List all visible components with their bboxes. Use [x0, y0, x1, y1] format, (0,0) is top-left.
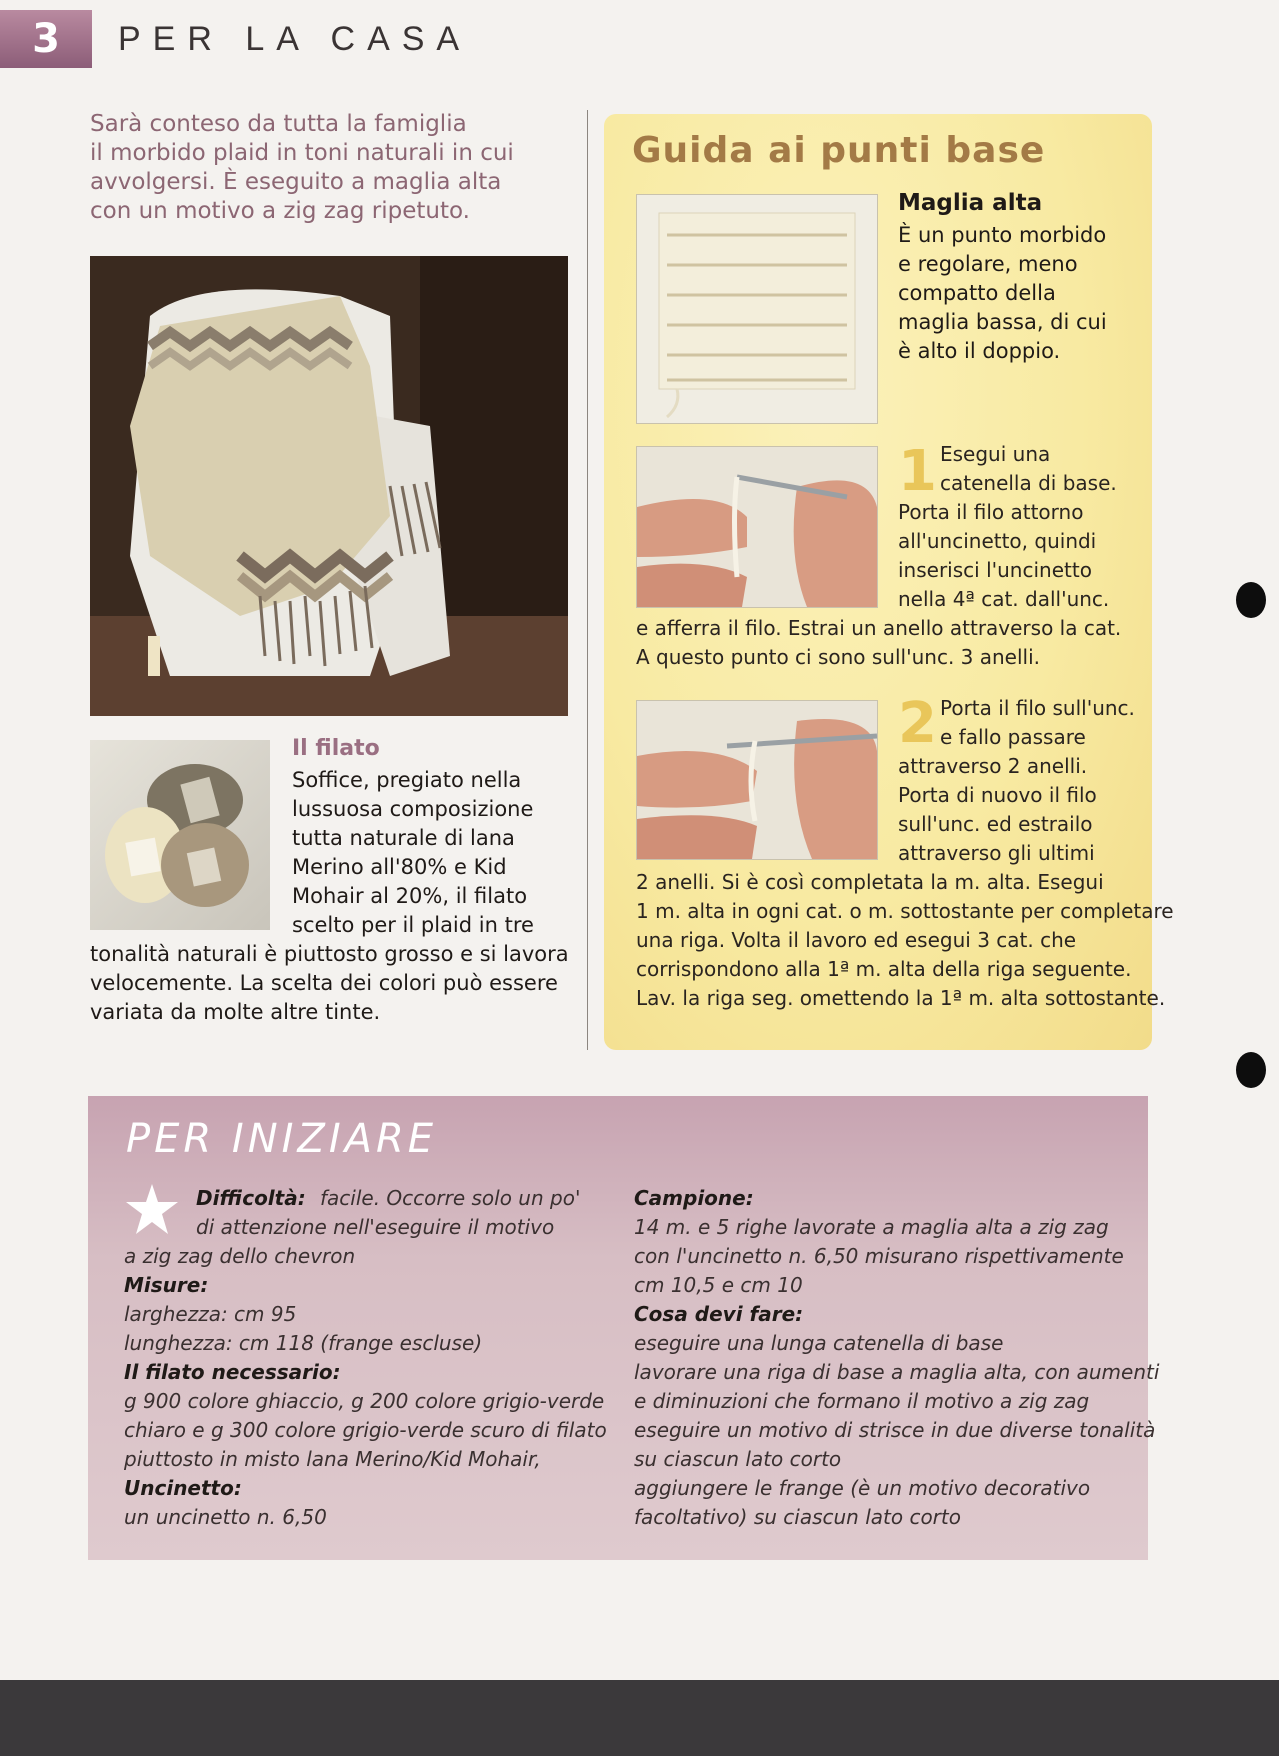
- swatch-illustration: [637, 195, 877, 423]
- todo-line: eseguire una lunga catenella di base: [634, 1331, 1004, 1355]
- step2-line: sull'unc. ed estrailo: [898, 812, 1093, 836]
- sizes-line: lunghezza: cm 118 (frange escluse): [124, 1331, 483, 1355]
- step2-line: Porta il filo sull'unc.: [940, 696, 1135, 720]
- step2-line: attraverso gli ultimi: [898, 841, 1095, 865]
- yarn-needed-line: chiaro e g 300 colore grigio-verde scuro di filato: [124, 1418, 607, 1442]
- maglia-line: compatto della: [898, 281, 1056, 305]
- star-icon: [124, 1182, 180, 1240]
- intro-line: il morbido plaid in toni naturali in cui: [90, 140, 514, 166]
- step1-line: catenella di base.: [940, 471, 1117, 495]
- getting-started-title: PER INIZIARE: [126, 1116, 438, 1162]
- page-number: 3: [0, 10, 92, 68]
- step2-line: una riga. Volta il lavoro ed esegui 3 cat. che: [636, 928, 1077, 952]
- sample-label: Campione:: [634, 1186, 754, 1210]
- guide-title: Guida ai punti base: [632, 130, 1046, 171]
- yarn-line: velocemente. La scelta dei colori può essere: [90, 971, 558, 995]
- todo-label: Cosa devi fare:: [634, 1302, 804, 1326]
- step2-line: corrispondono alla 1ª m. alta della riga seguente.: [636, 957, 1132, 981]
- intro-line: avvolgersi. È eseguito a maglia alta: [90, 169, 502, 195]
- step2-line: Lav. la riga seg. omettendo la 1ª m. alta sottostante.: [636, 986, 1166, 1010]
- step1-line: inserisci l'uncinetto: [898, 558, 1092, 582]
- sample-line: 14 m. e 5 righe lavorate a maglia alta a zig zag: [634, 1215, 1109, 1239]
- yarn-line: tutta naturale di lana: [292, 826, 515, 850]
- intro-line: con un motivo a zig zag ripetuto.: [90, 198, 470, 224]
- sizes-label: Misure:: [124, 1273, 209, 1297]
- yarn-needed-line: g 900 colore ghiaccio, g 200 colore grigio-verde: [124, 1389, 605, 1413]
- step2-line: Porta di nuovo il filo: [898, 783, 1097, 807]
- difficulty-line: facile. Occorre solo un po': [320, 1186, 581, 1210]
- step2-line: 2 anelli. Si è così completata la m. alta. Esegui: [636, 870, 1104, 894]
- maglia-line: è alto il doppio.: [898, 339, 1061, 363]
- step1-line: nella 4ª cat. dall'unc.: [898, 587, 1110, 611]
- todo-line: e diminuzioni che formano il motivo a zig zag: [634, 1389, 1090, 1413]
- yarn-needed-line: piuttosto in misto lana Merino/Kid Mohair,: [124, 1447, 541, 1471]
- maglia-alta-title: Maglia alta: [898, 190, 1043, 216]
- armchair-plaid-photo: [90, 256, 568, 716]
- yarn-line: tonalità naturali è piuttosto grosso e si lavora: [90, 942, 569, 966]
- sample-line: cm 10,5 e cm 10: [634, 1273, 803, 1297]
- maglia-line: maglia bassa, di cui: [898, 310, 1107, 334]
- difficulty-line: di attenzione nell'eseguire il motivo: [196, 1215, 555, 1239]
- step1-line: e afferra il filo. Estrai un anello attraverso la cat.: [636, 616, 1122, 640]
- step1-line: all'uncinetto, quindi: [898, 529, 1097, 553]
- step2-number: 2: [898, 691, 937, 756]
- yarn-illustration: [90, 740, 270, 930]
- column-divider: [587, 110, 588, 1050]
- difficulty-label: Difficoltà:: [196, 1186, 306, 1210]
- intro-line: Sarà conteso da tutta la famiglia: [90, 111, 467, 137]
- step2-photo: [636, 700, 878, 860]
- double-crochet-swatch-photo: [636, 194, 878, 424]
- yarn-balls-photo: [90, 740, 270, 930]
- todo-line: su ciascun lato corto: [634, 1447, 842, 1471]
- todo-line: aggiungere le frange (è un motivo decorativo: [634, 1476, 1091, 1500]
- yarn-line: variata da molte altre tinte.: [90, 1000, 381, 1024]
- maglia-alta-description: [898, 221, 1138, 366]
- todo-line: eseguire un motivo di strisce in due diverse tonalità: [634, 1418, 1156, 1442]
- bottom-bar: [0, 1680, 1279, 1756]
- step2-line: 1 m. alta in ogni cat. o m. sottostante per completare: [636, 899, 1174, 923]
- step1-number: 1: [898, 439, 937, 504]
- step1-line: Esegui una: [940, 442, 1051, 466]
- maglia-line: e regolare, meno: [898, 252, 1078, 276]
- step1-photo: [636, 446, 878, 608]
- hands-crochet-illustration: [637, 701, 877, 859]
- sizes-line: larghezza: cm 95: [124, 1302, 297, 1326]
- yarn-line: Merino all'80% e Kid: [292, 855, 507, 879]
- intro-text: [90, 110, 560, 226]
- step2-line: e fallo passare: [940, 725, 1086, 749]
- hook-label: Uncinetto:: [124, 1476, 242, 1500]
- yarn-needed-label: Il filato necessario:: [124, 1360, 341, 1384]
- yarn-line: Mohair al 20%, il filato: [292, 884, 528, 908]
- todo-line: facoltativo) su ciascun lato corto: [634, 1505, 961, 1529]
- yarn-line: scelto per il plaid in tre: [292, 913, 534, 937]
- binder-hole: [1236, 582, 1266, 618]
- todo-line: lavorare una riga di base a maglia alta, con aumenti: [634, 1360, 1160, 1384]
- sample-line: con l'uncinetto n. 6,50 misurano rispettivamente: [634, 1244, 1124, 1268]
- step1-line: A questo punto ci sono sull'unc. 3 anelli.: [636, 645, 1041, 669]
- step1-line: Porta il filo attorno: [898, 500, 1084, 524]
- binder-hole: [1236, 1052, 1266, 1088]
- hook-line: un uncinetto n. 6,50: [124, 1505, 327, 1529]
- section-title: PER LA CASA: [118, 20, 472, 58]
- hands-crochet-illustration: [637, 447, 877, 607]
- yarn-line: Soffice, pregiato nella: [292, 768, 522, 792]
- yarn-line: lussuosa composizione: [292, 797, 534, 821]
- maglia-line: È un punto morbido: [898, 223, 1107, 247]
- armchair-illustration: [90, 256, 568, 716]
- step2-line: attraverso 2 anelli.: [898, 754, 1088, 778]
- yarn-heading: Il filato: [292, 736, 380, 761]
- difficulty-line: a zig zag dello chevron: [124, 1244, 356, 1268]
